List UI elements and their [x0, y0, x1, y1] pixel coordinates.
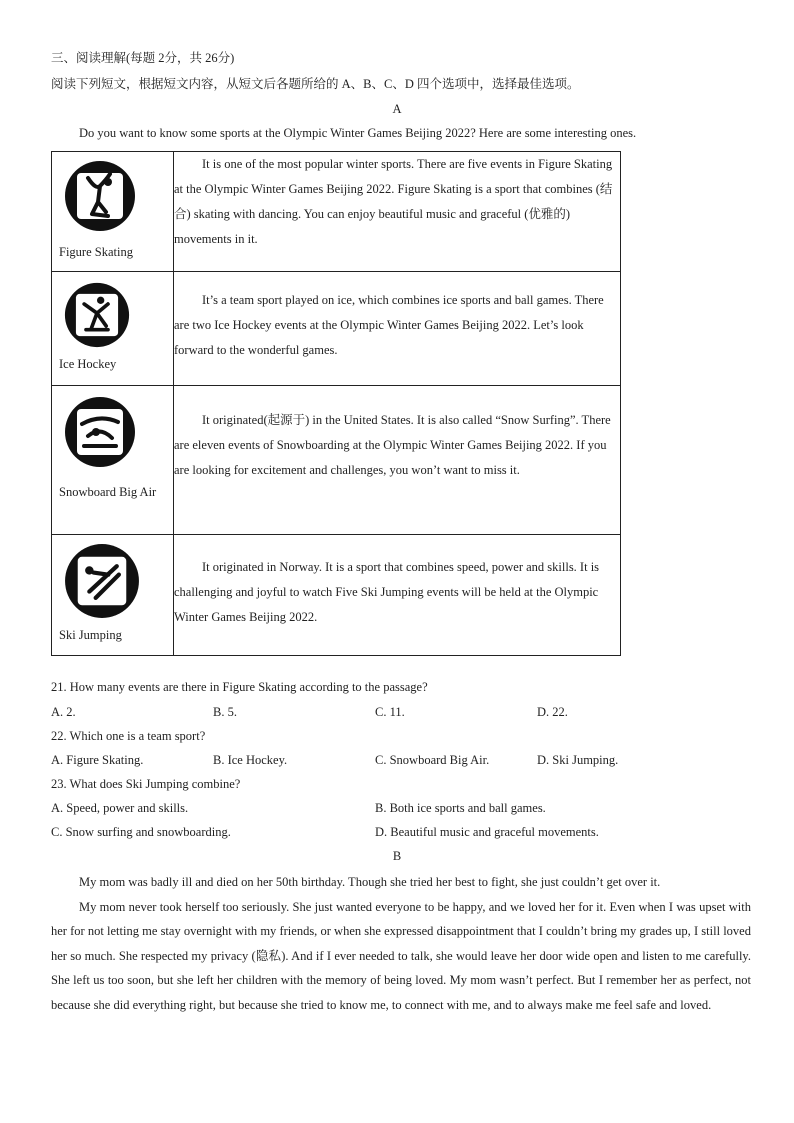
question-21-option-d: D. 22.: [537, 705, 568, 719]
passage-b-paragraph: My mom was badly ill and died on her 50th birthday. Though she tried her best to fight, she just couldn’t get over it.: [79, 875, 661, 889]
passage-a-label: A: [392, 102, 402, 116]
sport-description-figure-skating: It is one of the most popular winter sports. There are five events in Figure Skating at the Olympic Winter Games Beijing 2022. Figure Skating is a sport that combines (结合) skating with dancing. You can enjoy beautiful music and graceful (优雅的) movements in it.: [174, 157, 613, 246]
question-22-option-c: C. Snowboard Big Air.: [375, 753, 490, 767]
sport-description-snowboard-big-air: It originated(起源于) in the United States. It is also called “Snow Surfing”. There are eleven events of Snowboarding at the Olympic Winter Games Beijing 2022. If you are looking for excitement and challenges, you won’t want to miss it.: [174, 413, 611, 477]
question-21-option-b: B. 5.: [213, 705, 237, 719]
question-22-option-d: D. Ski Jumping.: [537, 753, 619, 767]
sport-name-figure-skating: Figure Skating: [59, 245, 133, 259]
sport-name-ice-hockey: Ice Hockey: [59, 357, 117, 371]
figure-skating-icon: [64, 160, 136, 232]
question-23-option-d: D. Beautiful music and graceful movements.: [375, 825, 599, 839]
question-23-option-a: A. Speed, power and skills.: [51, 801, 189, 815]
question-22-option-a: A. Figure Skating.: [51, 753, 144, 767]
instructions: 阅读下列短文，根据短文内容，从短文后各题所给的 A、B、C、D 四个选项中，选择最佳选项。: [51, 77, 580, 91]
question-23-stem: 23. What does Ski Jumping combine?: [51, 777, 241, 791]
sport-row-figure-skating: [52, 152, 621, 272]
sport-row-snowboard-big-air: [52, 386, 621, 535]
passage-b-label: B: [392, 849, 402, 863]
ice-hockey-icon: [64, 282, 130, 348]
section-header: 三、阅读理解(每题 2分，共 26分): [51, 51, 235, 65]
sport-name-ski-jumping: Ski Jumping: [59, 628, 122, 642]
snowboard-big-air-icon: [64, 396, 136, 468]
passage-a-intro: Do you want to know some sports at the Olympic Winter Games Beijing 2022? Here are some interesting ones.: [79, 126, 637, 140]
sport-row-ice-hockey: [52, 272, 621, 386]
ski-jumping-icon: [64, 543, 140, 619]
sport-description-ski-jumping: It originated in Norway. It is a sport that combines speed, power and skills. It is challenging and joyful to watch Five Ski Jumping events will be held at the Olympic Winter Games Beijing 2022.: [174, 560, 600, 624]
question-21-option-c: C. 11.: [375, 705, 405, 719]
question-21-stem: 21. How many events are there in Figure Skating according to the passage?: [51, 680, 428, 694]
sport-row-ski-jumping: [52, 535, 621, 656]
sports-table: [51, 151, 621, 656]
question-21-option-a: A. 2.: [51, 705, 76, 719]
question-23-option-b: B. Both ice sports and ball games.: [375, 801, 546, 815]
sport-description-ice-hockey: It’s a team sport played on ice, which combines ice sports and ball games. There are two Ice Hockey events at the Olympic Winter Games Beijing 2022. Let’s look forward to the wonderful games.: [174, 293, 604, 357]
passage-b-body: [51, 870, 751, 1018]
passage-b-paragraph: My mom never took herself too seriously. She just wanted everyone to be happy, and we loved her for it. Even when I was upset with her for not letting me stay overnight with my friends, or when she expressed disappointment that I couldn’t bring my grades up, I still loved her so much. She respected my privacy (隐私). And if I ever needed to talk, she would leave her door wide open and listen to me carefully. She left us too soon, but she left her children with the memory of being loved. My mom wasn’t perfect. But I remember her as perfect, not because she did everything right, but because she tried to know me, to connect with me, and to always make me feel safe and loved.: [51, 899, 751, 1012]
question-22-option-b: B. Ice Hockey.: [213, 753, 288, 767]
question-22-stem: 22. Which one is a team sport?: [51, 729, 206, 743]
question-23-option-c: C. Snow surfing and snowboarding.: [51, 825, 231, 839]
sport-name-snowboard-big-air: Snowboard Big Air: [59, 485, 157, 499]
